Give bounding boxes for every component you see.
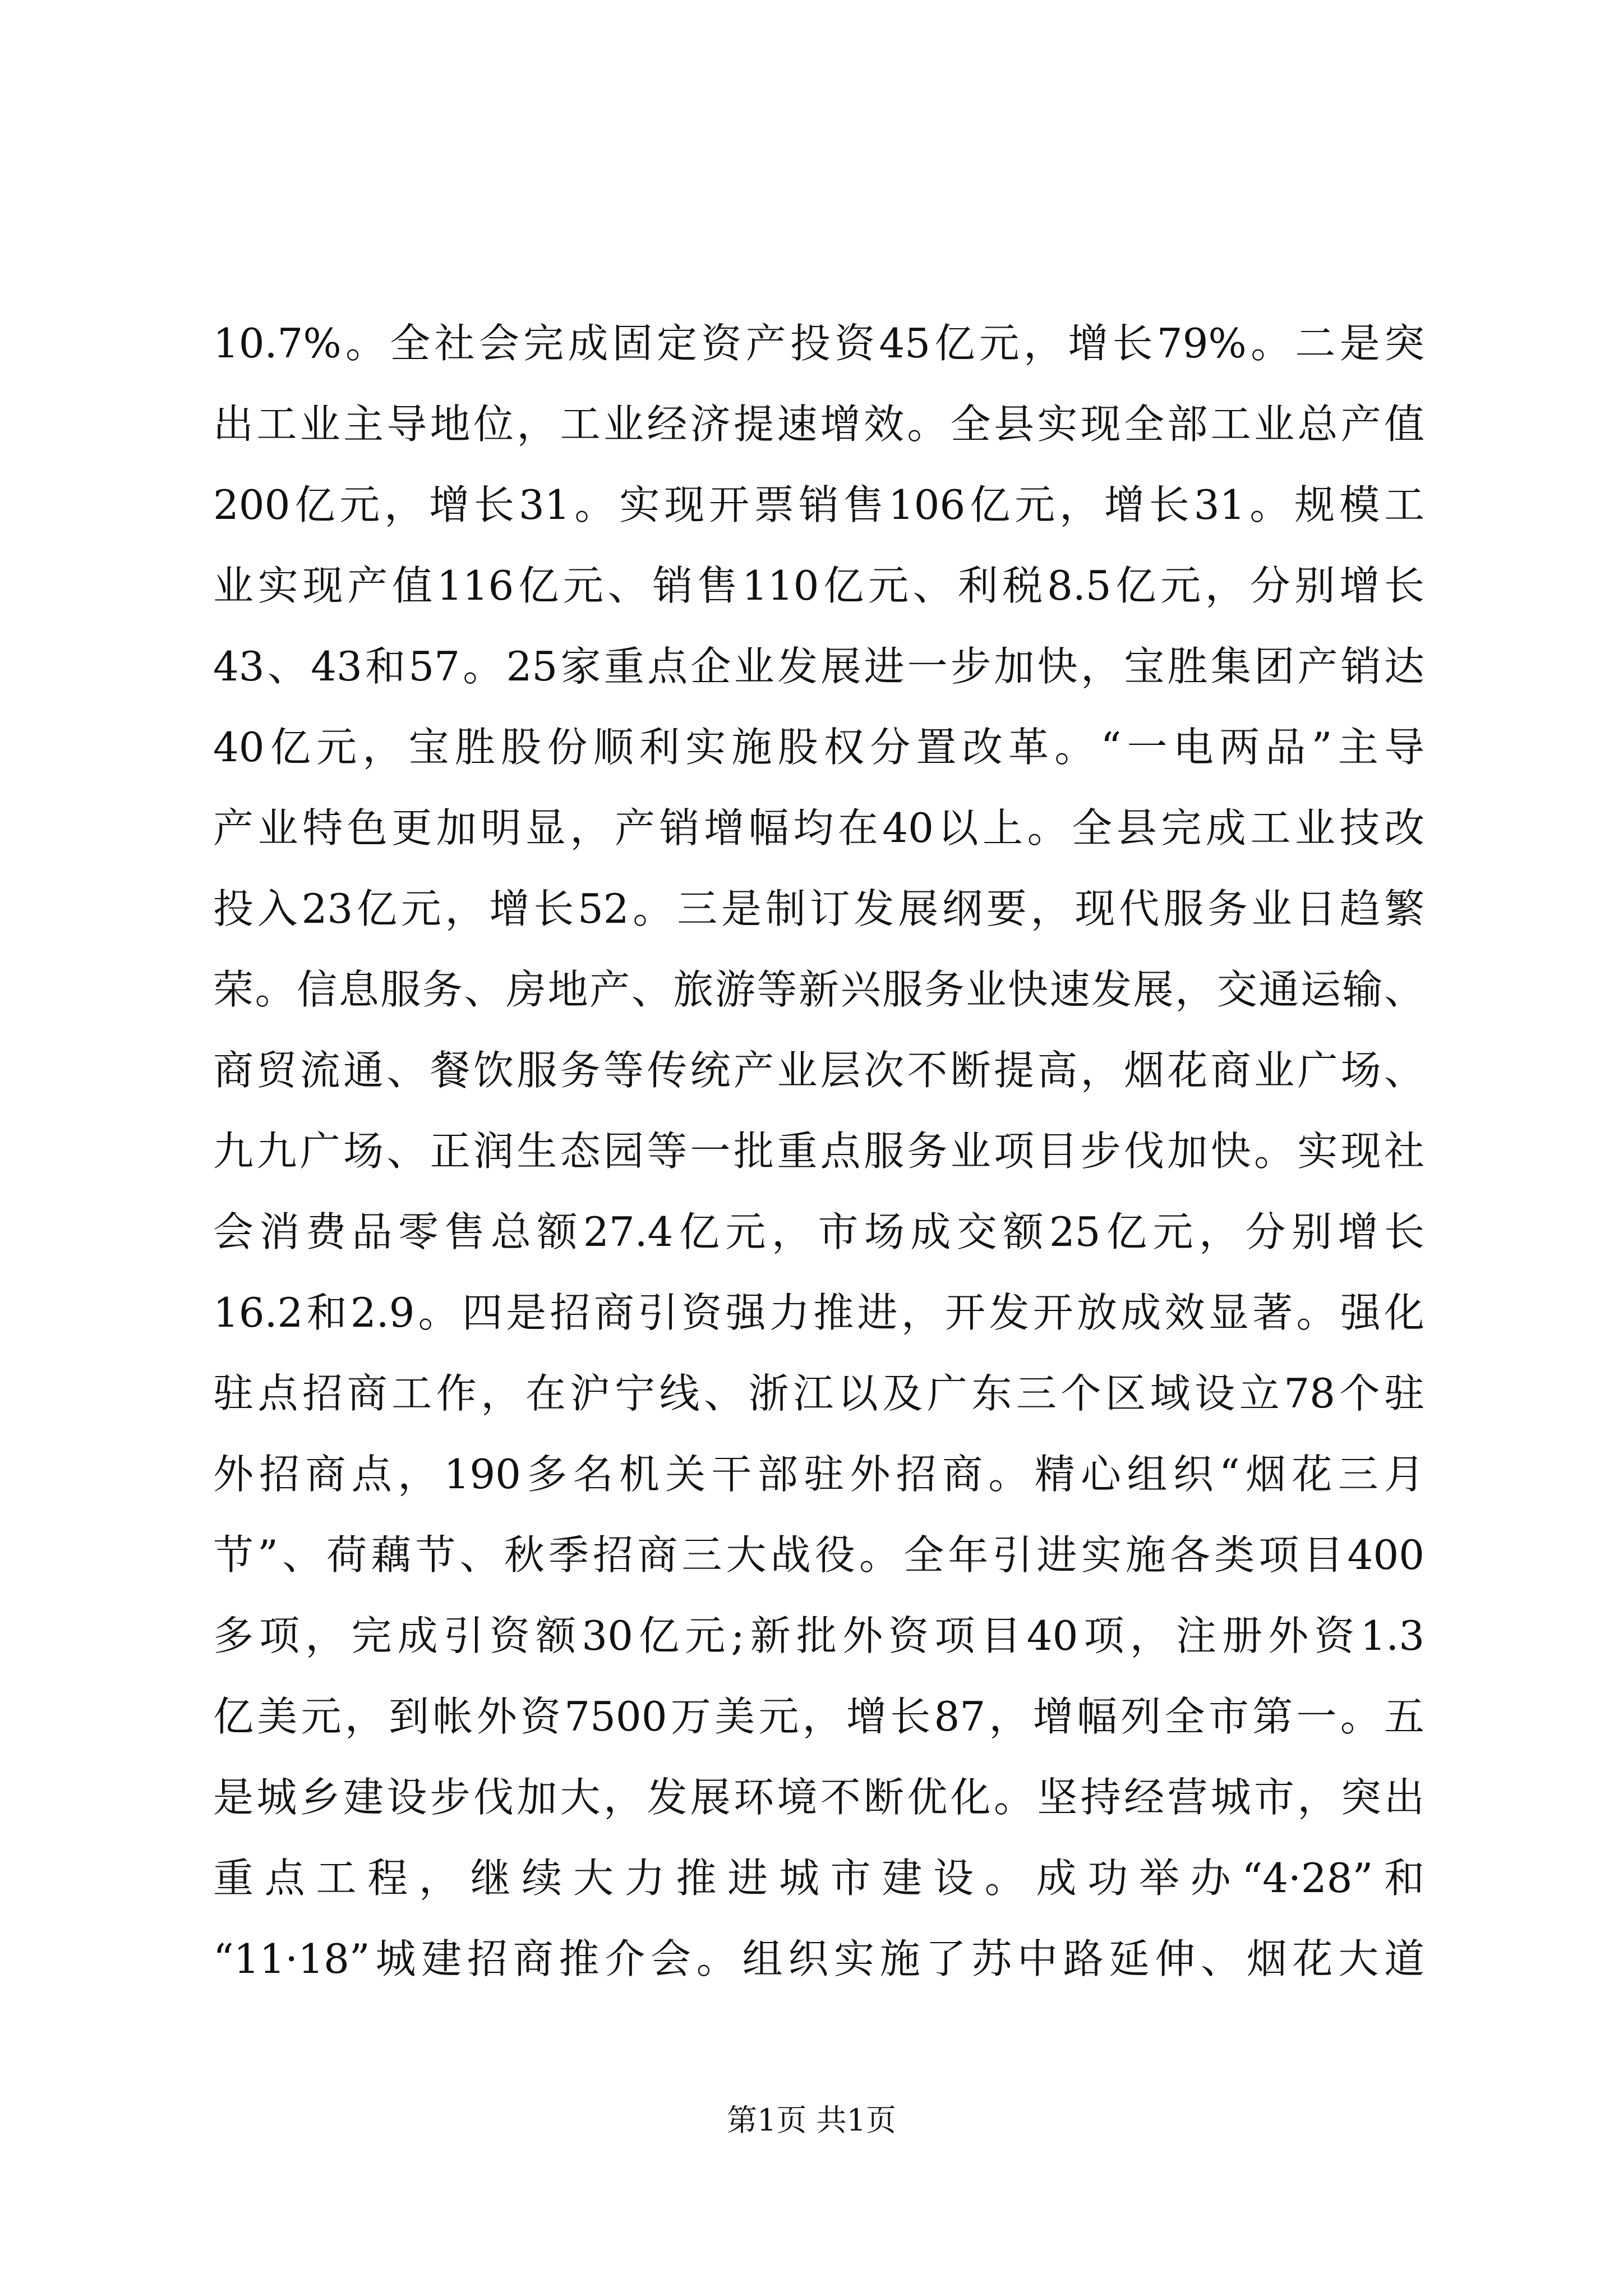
text-line: 九九广场、正润生态园等一批重点服务业项目步伐加快。实现社 xyxy=(213,1128,1424,1175)
page-footer xyxy=(0,2098,1623,2143)
body-text xyxy=(213,303,1424,1999)
text-line: 业实现产值116亿元、销售110亿元、利税8.5亿元，分别增长 xyxy=(213,562,1424,609)
text-line: 200亿元，增长31。实现开票销售106亿元，增长31。规模工 xyxy=(213,481,1424,528)
text-line: 16.2和2.9。四是招商引资强力推进，开发开放成效显著。强化 xyxy=(213,1289,1424,1336)
text-line: 会消费品零售总额27.4亿元，市场成交额25亿元，分别增长 xyxy=(213,1208,1424,1255)
text-line: 产业特色更加明显，产销增幅均在40以上。全县完成工业技改 xyxy=(213,804,1424,852)
text-line: 多项，完成引资额30亿元;新批外资项目40项，注册外资1.3 xyxy=(213,1612,1424,1659)
text-line: 外招商点，190多名机关干部驻外招商。精心组织“烟花三月 xyxy=(213,1451,1424,1498)
text-line: 节”、荷藕节、秋季招商三大战役。全年引进实施各类项目400 xyxy=(213,1531,1424,1579)
text-line: 商贸流通、餐饮服务等传统产业层次不断提高，烟花商业广场、 xyxy=(213,1047,1424,1094)
text-line: 是城乡建设步伐加大，发展环境不断优化。坚持经营城市，突出 xyxy=(213,1774,1424,1821)
text-line: 亿美元，到帐外资7500万美元，增长87，增幅列全市第一。五 xyxy=(213,1693,1424,1740)
text-line: 荣。信息服务、房地产、旅游等新兴服务业快速发展，交通运输、 xyxy=(213,966,1424,1013)
text-line: 投入23亿元，增长52。三是制订发展纲要，现代服务业日趋繁 xyxy=(213,885,1424,932)
text-line: 43、43和57。25家重点企业发展进一步加快，宝胜集团产销达 xyxy=(213,643,1424,690)
text-line: 40亿元，宝胜股份顺利实施股权分置改革。“一电两品”主导 xyxy=(213,724,1424,771)
text-line: 出工业主导地位，工业经济提速增效。全县实现全部工业总产值 xyxy=(213,401,1424,448)
text-line: 驻点招商工作，在沪宁线、浙江以及广东三个区域设立78个驻 xyxy=(213,1370,1424,1417)
text-line: “11·18”城建招商推介会。组织实施了苏中路延伸、烟花大道 xyxy=(213,1935,1424,1982)
text-line: 10.7%。全社会完成固定资产投资45亿元，增长79%。二是突 xyxy=(213,320,1424,367)
text-line: 重点工程，继续大力推进城市建设。成功举办“4·28”和 xyxy=(213,1855,1424,1902)
page-number-label: 第1页 共1页 xyxy=(727,2102,896,2138)
